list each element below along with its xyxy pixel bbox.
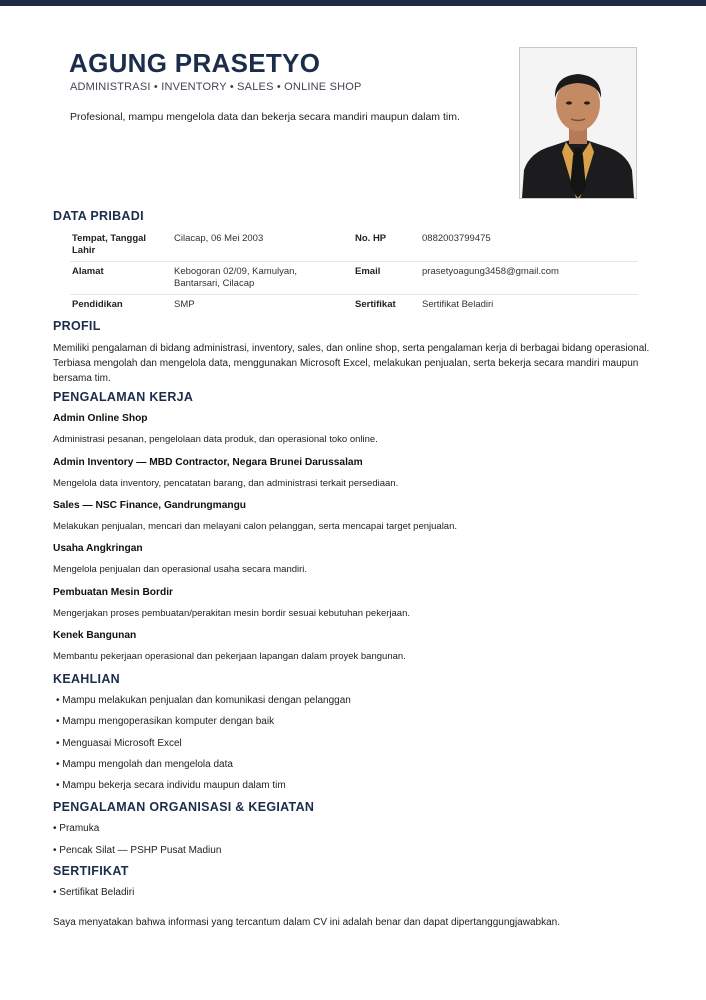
- info-row: [70, 295, 638, 314]
- info-value-birth: Cilacap, 06 Mei 2003: [174, 233, 264, 244]
- skill-item: • Menguasai Microsoft Excel: [56, 738, 182, 749]
- info-value-certificate: Sertifikat Beladiri: [422, 299, 494, 310]
- info-row: [70, 230, 638, 262]
- job-description: Membantu pekerjaan operasional dan pekerjaan lapangan dalam proyek bangunan.: [53, 651, 406, 662]
- organization-item: • Pencak Silat — PSHP Pusat Madiun: [53, 845, 222, 856]
- job-description: Mengelola penjualan dan operasional usaha secara mandiri.: [53, 564, 308, 575]
- skill-item: • Mampu bekerja secara individu maupun dalam tim: [56, 780, 286, 791]
- info-label-address: Alamat: [72, 266, 104, 277]
- job-title: Pembuatan Mesin Bordir: [53, 587, 174, 598]
- job-title: Admin Inventory — MBD Contractor, Negara Brunei Darussalam: [53, 457, 363, 468]
- profile-photo: [519, 47, 637, 199]
- job-description: Mengerjakan proses pembuatan/perakitan mesin bordir sesuai kebutuhan pekerjaan.: [53, 608, 410, 619]
- profile-text: Memiliki pengalaman di bidang administrasi, inventory, sales, dan online shop, serta pengalaman kerja di berbagai bidang operasional. Terbiasa mengolah dan mengelola data, menggunakan Microsoft Excel, melakukan penjualan, serta bekerja secara mandiri maupun bersama tim.: [53, 343, 650, 384]
- skill-item: • Mampu mengolah dan mengelola data: [56, 759, 233, 770]
- info-label-certificate: Sertifikat: [355, 299, 396, 310]
- job-title: Admin Online Shop: [53, 413, 148, 424]
- certificate-item: • Sertifikat Beladiri: [53, 887, 135, 898]
- skill-item: • Mampu mengoperasikan komputer dengan baik: [56, 716, 275, 727]
- candidate-summary: Profesional, mampu mengelola data dan bekerja secara mandiri maupun dalam tim.: [70, 111, 460, 123]
- section-title-profil: PROFIL: [53, 319, 101, 333]
- organization-item: • Pramuka: [53, 823, 100, 834]
- job-title: Kenek Bangunan: [53, 630, 137, 641]
- info-value-email: prasetyoagung3458@gmail.com: [422, 266, 559, 277]
- section-title-pengalaman-kerja: PENGALAMAN KERJA: [53, 390, 194, 404]
- info-value-address: Kebogoran 02/09, Kamulyan, Bantarsari, Cilacap: [174, 266, 298, 289]
- info-label-email: Email: [355, 266, 381, 277]
- info-label-birth: Tempat, Tanggal Lahir: [72, 233, 147, 256]
- job-description: Mengelola data inventory, pencatatan barang, dan administrasi terkait persediaan.: [53, 478, 399, 489]
- info-label-education: Pendidikan: [72, 299, 123, 310]
- job-title: Sales — NSC Finance, Gandrungmangu: [53, 500, 247, 511]
- section-title-organisasi: PENGALAMAN ORGANISASI & KEGIATAN: [53, 800, 315, 814]
- info-row: [70, 262, 638, 295]
- section-title-sertifikat: SERTIFIKAT: [53, 864, 129, 878]
- section-title-data-pribadi: DATA PRIBADI: [53, 209, 144, 223]
- info-value-phone: 0882003799475: [422, 233, 491, 244]
- info-value-education: SMP: [174, 299, 195, 310]
- top-accent-bar: [0, 0, 706, 6]
- job-title: Usaha Angkringan: [53, 543, 143, 554]
- info-label-phone: No. HP: [355, 233, 387, 244]
- personal-info-table: [70, 230, 638, 314]
- job-description: Melakukan penjualan, mencari dan melayani calon pelanggan, serta mencapai target penjualan.: [53, 521, 458, 532]
- candidate-tagline: ADMINISTRASI • INVENTORY • SALES • ONLINE SHOP: [70, 81, 362, 93]
- declaration-statement: Saya menyatakan bahwa informasi yang tercantum dalam CV ini adalah benar dan dapat dipertanggungjawabkan.: [53, 917, 560, 928]
- section-title-keahlian: KEAHLIAN: [53, 672, 120, 686]
- candidate-name: AGUNG PRASETYO: [69, 48, 321, 78]
- skill-item: • Mampu melakukan penjualan dan komunikasi dengan pelanggan: [56, 695, 351, 706]
- job-description: Administrasi pesanan, pengelolaan data produk, dan operasional toko online.: [53, 434, 378, 445]
